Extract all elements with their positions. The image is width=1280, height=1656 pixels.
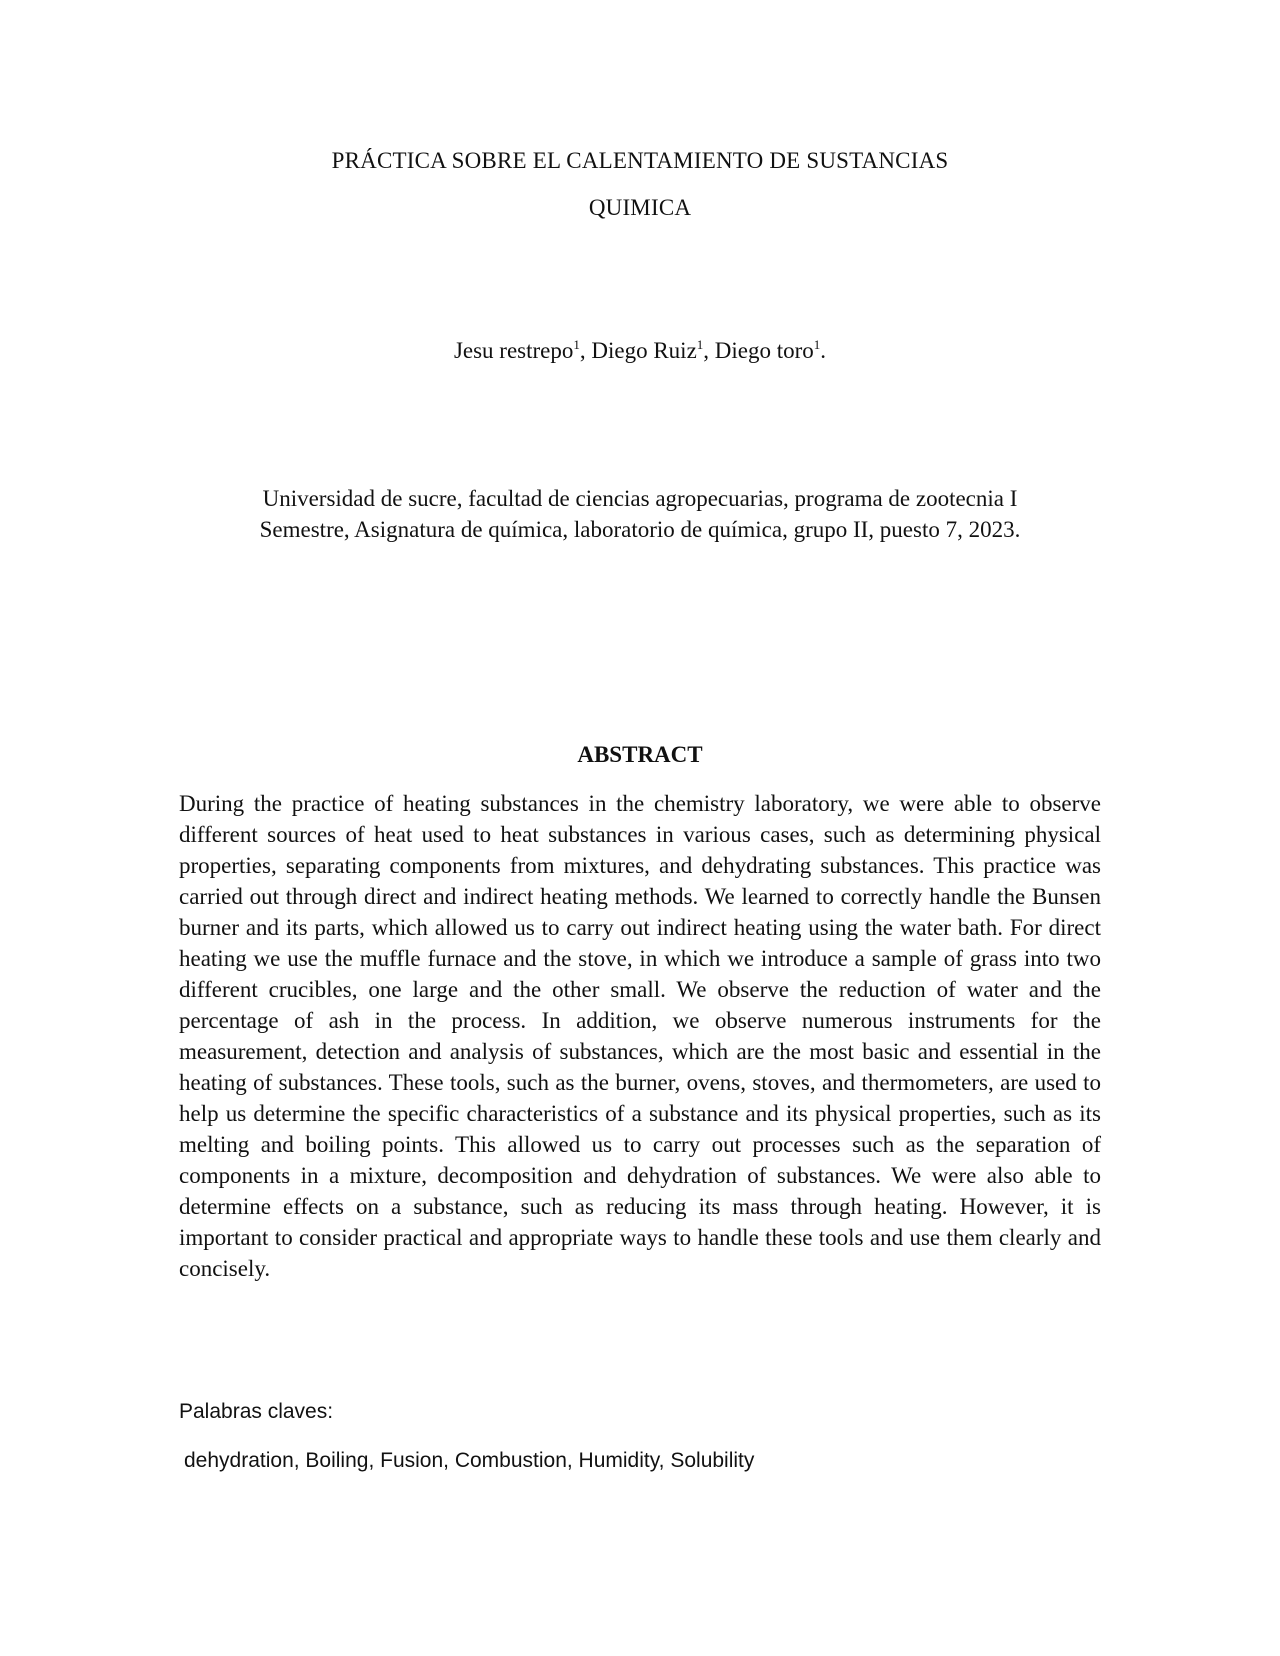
keywords-label: Palabras claves:: [179, 1400, 334, 1423]
author-separator: ,: [579, 338, 592, 363]
affiliation-mark: 1: [813, 337, 821, 352]
author-name: Diego toro: [714, 338, 814, 363]
abstract-paragraph: During the practice of heating substances in the chemistry laboratory, we were able to observe different sources of heat used to heat substances in various cases, such as determining physical properties, separating components from mixtures, and dehydrating substances. This practice was carried out through direct and indirect heating methods. We learned to correctly handle the Bunsen burner and its parts, which allowed us to carry out indirect heating using the water bath. For direct heating we use the muffle furnace and the stove, in which we introduce a sample of grass into two different crucibles, one large and the other small. We observe the reduction of water and the percentage of ash in the process. In addition, we observe numerous instruments for the measurement, detection and analysis of substances, which are the most basic and essential in the heating of substances. These tools, such as the burner, ovens, stoves, and thermometers, are used to help us determine the specific characteristics of a substance and its physical properties, such as its melting and boiling points. This allowed us to carry out processes such as the separation of components in a mixture, decomposition and dehydration of substances. We were also able to determine effects on a substance, such as reducing its mass through heating. However, it is important to consider practical and appropriate ways to handle these tools and use them clearly and concisely.: [179, 791, 1101, 1281]
author-list: [0, 338, 1280, 364]
document-title-line-2: QUIMICA: [588, 195, 692, 220]
keywords-list: dehydration, Boiling, Fusion, Combustion, Humidity, Solubility: [184, 1449, 755, 1472]
abstract-heading: ABSTRACT: [577, 742, 703, 767]
document-title-line-1: PRÁCTICA SOBRE EL CALENTAMIENTO DE SUSTANCIAS: [331, 148, 949, 173]
affiliation-line-1: Universidad de sucre, facultad de ciencias agropecuarias, programa de zootecnia I: [262, 486, 1018, 511]
affiliation-block: [200, 483, 1080, 545]
author-name: Diego Ruiz: [591, 338, 697, 363]
affiliation-mark: 1: [696, 337, 704, 352]
affiliation-mark: 1: [573, 337, 580, 352]
author-separator: .: [820, 338, 827, 363]
author-separator: ,: [703, 338, 715, 363]
affiliation-line-2: Semestre, Asignatura de química, laboratorio de química, grupo II, puesto 7, 2023.: [259, 517, 1021, 542]
author-name: Jesu restrepo: [453, 338, 574, 363]
